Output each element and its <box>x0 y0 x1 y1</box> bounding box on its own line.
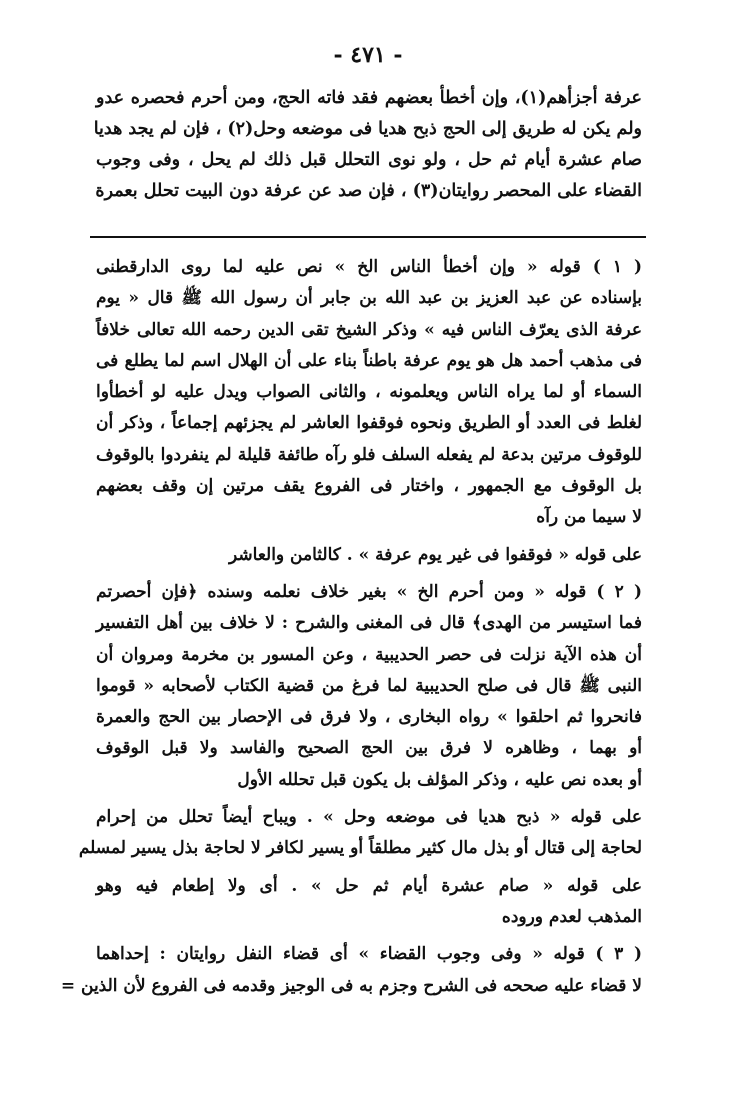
footnote-line: ( ٢ ) قوله « ومن أحرم الخ » بغير خلاف نعلمه وسنده ﴿فإن أحصرتم <box>96 581 642 602</box>
footnote-line: بإسناده عن عبد العزيز بن عبد الله بن جابر أن رسول الله ﷺ قال « يوم <box>96 288 642 309</box>
footnote-line: السماء أو لما يراه الناس ويعلمونه ، والثانى الصواب ويدل عليه لو أخطأوا <box>96 382 642 403</box>
footnote-line: لا سيما من رآه <box>536 507 642 528</box>
footnote-line: النبى ﷺ قال فى صلح الحديبية لما فرغ من قضية الكتاب لأصحابه « قوموا <box>96 675 642 696</box>
footnote-3 <box>60 939 642 1002</box>
footnote-line: أن هذه الآية نزلت فى حصر الحديبية ، وعن المسور بن مخرمة ومروان أن <box>96 644 642 665</box>
footnote-line: بل الوقوف مع الجمهور ، واختار فى الفروع يقف مرتين إن وقف بعضهم <box>96 476 642 497</box>
footnote-divider <box>90 236 646 238</box>
footnote-line: للوقوف مرتين بدعة لم يفعله السلف فلو رآه طائفة قليلة لم ينفردوا بالوقوف <box>96 444 642 465</box>
footnote-line: على قوله « ذبح هديا فى موضعه وحل » . ويباح أيضاً تحلل من إحرام <box>96 807 642 828</box>
footnote-line: فما استيسر من الهدى﴾ قال فى المغنى والشرح : لا خلاف بين أهل التفسير <box>96 613 642 634</box>
footnote-line: لا قضاء عليه صححه فى الشرح وجزم به فى الوجيز وقدمه فى الفروع لأن الذين = <box>60 975 642 996</box>
footnote-line: فى مذهب أحمد هل هو يوم عرفة باطناً بناء على أن الهلال اسم لما يطلع فى <box>96 350 642 371</box>
main-text-line: القضاء على المحصر روايتان(٣) ، فإن صد عن عرفة دون البيت تحلل بعمرة <box>95 181 642 201</box>
main-text-line: صام عشرة أيام ثم حل ، ولو نوى التحلل قبل ذلك لم يحل ، وفى وجوب <box>96 150 642 170</box>
main-text <box>93 84 642 208</box>
footnote-line: لحاجة إلى قتال أو بذل مال كثير مطلقاً أو يسير لكافر لا لحاجة بذل يسير لمسلم <box>78 838 642 859</box>
footnote-1 <box>96 252 642 534</box>
footnote-line: ( ١ ) قوله « وإن أخطأ الناس الخ » نص عليه لما روى الدارقطنى <box>96 257 643 277</box>
footnote-line: على قوله « صام عشرة أيام ثم حل » . أى ولا إطعام فيه وهو <box>96 875 642 896</box>
footnotes <box>60 252 643 1008</box>
footnote-line: لغلط فى العدد أو الطريق ونحوه فوقفوا العاشر لم يجزئهم إجماعاً ، وذكر أن <box>96 413 642 434</box>
footnote-2-note-a <box>78 802 642 865</box>
footnote-1-note <box>96 540 642 571</box>
footnote-line: المذهب لعدم وروده <box>501 906 642 927</box>
footnote-line: أو بعده نص عليه ، وذكر المؤلف بل يكون قبل تحلله الأول <box>237 769 642 790</box>
main-text-line: عرفة أجزأهم(١)، وإن أخطأ بعضهم فقد فاته الحج، ومن أحرم فحصره عدو <box>96 88 642 108</box>
footnote-line: فانحروا ثم احلقوا » رواه البخارى ، ولا فرق فى الإحصار بين الحج والعمرة <box>96 707 642 728</box>
footnote-line: على قوله « فوقفوا فى غير يوم عرفة » . كالثامن والعاشر <box>229 544 642 565</box>
footnote-line: عرفة الذى يعرّف الناس فيه » وذكر الشيخ تقى الدين رحمه الله تعالى خلافاً <box>96 319 642 340</box>
footnote-line: أو بهما ، وظاهره لا فرق بين الحج الصحيح والفاسد ولا قبل الوقوف <box>96 738 642 759</box>
footnote-2-note-b <box>96 871 642 934</box>
main-text-line: ولم يكن له طريق إلى الحج ذبح هديا فى موضعه وحل(٢) ، فإن لم يجد هديا <box>93 119 642 139</box>
footnote-2 <box>96 577 642 796</box>
footnote-line: ( ٣ ) قوله « وفى وجوب القضاء » أى قضاء النفل روايتان : إحداهما <box>96 944 642 965</box>
page-number: - ٤٧١ - <box>333 42 403 68</box>
